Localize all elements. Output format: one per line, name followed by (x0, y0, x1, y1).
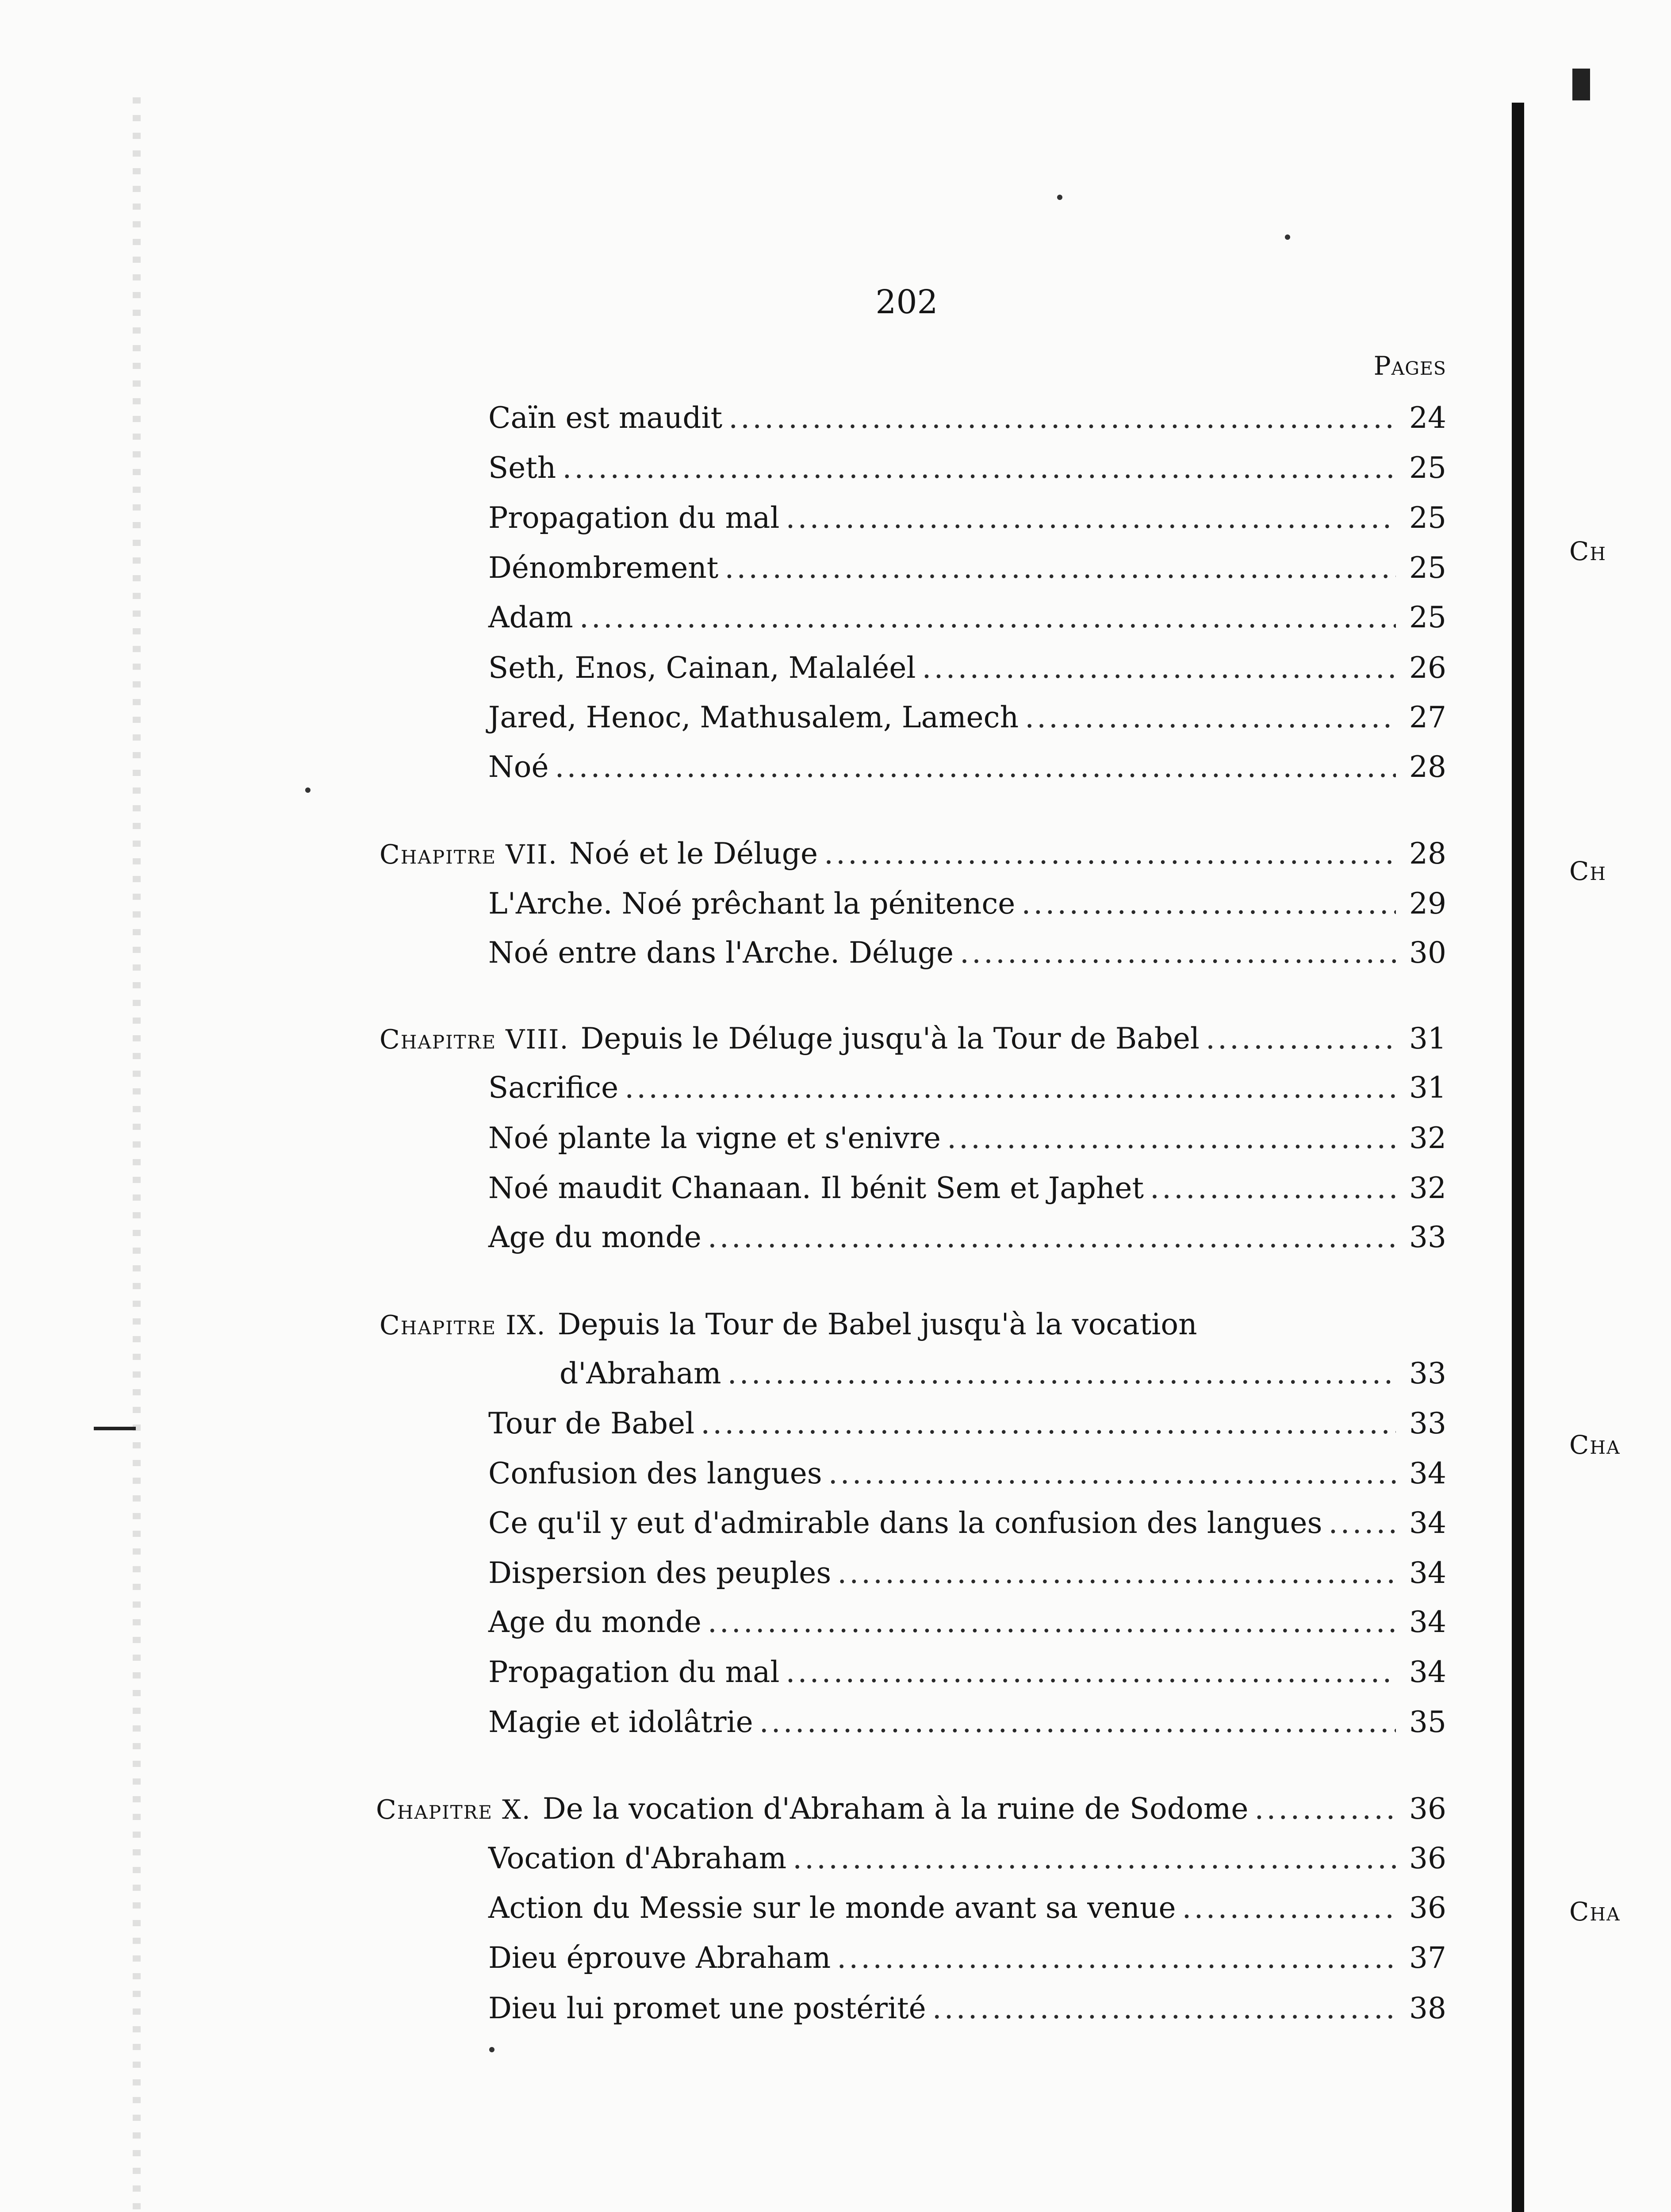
toc-entry (488, 1986, 1446, 2031)
leader-dots (759, 1700, 1396, 1744)
facing-page-fragment: Cha (1569, 1897, 1621, 1927)
entry-page: 34 (1409, 1506, 1446, 1540)
toc-entry (488, 1166, 1446, 1210)
entry-title: L'Arche. Noé prêchant la pénitence (488, 887, 1016, 921)
entry-page: 34 (1409, 1605, 1446, 1639)
leader-dots (555, 745, 1396, 789)
toc-entry (488, 1215, 1446, 1260)
toc-entry (488, 1600, 1446, 1644)
chapter-heading (379, 1017, 1446, 1061)
chapter-label: Chapitre VII. (379, 839, 558, 870)
leader-dots (728, 1352, 1396, 1396)
right-binding-rule (1512, 103, 1524, 2212)
entry-page: 31 (1409, 1022, 1446, 1056)
toc-entry (488, 1886, 1446, 1930)
toc-entry (488, 745, 1446, 789)
entry-page: 29 (1409, 887, 1446, 921)
entry-title: d'Abraham (560, 1356, 721, 1390)
leader-dots (793, 1836, 1396, 1881)
left-page-edge (133, 97, 141, 2212)
entry-title: Caïn est maudit (488, 401, 723, 435)
entry-title: Dispersion des peuples (488, 1556, 832, 1590)
toc-entry (488, 1650, 1446, 1694)
entry-page: 37 (1409, 1941, 1446, 1975)
chapter-title: Chapitre VII. Noé et le Déluge (379, 837, 818, 871)
leader-dots (1254, 1787, 1396, 1831)
chapter-title-line: Chapitre IX. Depuis la Tour de Babel jusqu'à la vocation (379, 1307, 1197, 1341)
scan-speck (305, 787, 310, 793)
leader-dots (724, 546, 1396, 590)
entry-title: Seth (488, 451, 556, 485)
entry-title: Jared, Henoc, Mathusalem, Lamech (488, 700, 1019, 734)
entry-title: Dieu lui promet une postérité (488, 1991, 926, 2025)
toc-entry (488, 931, 1446, 975)
toc-entry (488, 1551, 1446, 1595)
entry-page: 36 (1409, 1792, 1446, 1826)
entry-page: 35 (1409, 1705, 1446, 1739)
leader-dots (824, 832, 1396, 876)
entry-page: 33 (1409, 1406, 1446, 1440)
entry-title: Propagation du mal (488, 501, 780, 535)
toc-entry (488, 882, 1446, 926)
entry-page: 30 (1409, 936, 1446, 970)
leader-dots (922, 646, 1396, 690)
leader-dots (625, 1066, 1396, 1110)
chapter-title: Chapitre X. De la vocation d'Abraham à la ruine de Sodome (376, 1792, 1249, 1826)
leader-dots (837, 1936, 1396, 1980)
entry-page: 33 (1409, 1220, 1446, 1254)
leader-dots (932, 1986, 1396, 2031)
pages-column-header: Pages (1373, 351, 1446, 381)
entry-page: 25 (1409, 501, 1446, 535)
toc-entry (488, 396, 1446, 440)
entry-page: 28 (1409, 750, 1446, 784)
chapter-title: Chapitre VIII. Depuis le Déluge jusqu'à la Tour de Babel (379, 1022, 1200, 1056)
toc-entry (488, 1402, 1446, 1446)
toc-entry (488, 1700, 1446, 1744)
chapter-heading (379, 1302, 1375, 1348)
toc-entry (560, 1352, 1446, 1396)
entry-title: Noé (488, 750, 549, 784)
entry-page: 32 (1409, 1121, 1446, 1155)
toc-entry (488, 1936, 1446, 1980)
entry-page: 25 (1409, 551, 1446, 585)
entry-page: 25 (1409, 451, 1446, 485)
toc-entry (488, 1836, 1446, 1881)
leader-dots (786, 1650, 1396, 1694)
toc-entry (488, 646, 1446, 690)
entry-page: 24 (1409, 401, 1446, 435)
toc-entry (488, 1501, 1446, 1545)
entry-title: Age du monde (488, 1220, 701, 1254)
scan-speck (489, 2047, 494, 2052)
leader-dots (947, 1116, 1396, 1160)
entry-page: 26 (1409, 651, 1446, 685)
toc-entry (488, 546, 1446, 590)
entry-page: 34 (1409, 1556, 1446, 1590)
leader-dots (828, 1452, 1396, 1496)
leader-dots (786, 496, 1396, 540)
entry-title: Dieu éprouve Abraham (488, 1941, 831, 1975)
toc-entry (488, 496, 1446, 540)
scan-speck (1285, 234, 1290, 240)
toc-entry (488, 1116, 1446, 1160)
entry-title: Seth, Enos, Cainan, Malaléel (488, 651, 916, 685)
leader-dots (579, 595, 1396, 640)
leader-dots (1021, 882, 1396, 926)
entry-title: Age du monde (488, 1605, 701, 1639)
leader-dots (1150, 1166, 1396, 1210)
entry-page: 27 (1409, 700, 1446, 734)
leader-dots (837, 1551, 1396, 1595)
entry-title: Dénombrement (488, 551, 719, 585)
page-number: 202 (875, 283, 938, 321)
entry-title: Adam (488, 600, 573, 634)
entry-title: Action du Messie sur le monde avant sa venue (488, 1891, 1176, 1925)
entry-page: 32 (1409, 1171, 1446, 1205)
chapter-label: Chapitre X. (376, 1794, 531, 1825)
leader-dots (708, 1215, 1396, 1260)
entry-page: 25 (1409, 600, 1446, 634)
entry-title: Tour de Babel (488, 1406, 695, 1440)
leader-dots (1025, 695, 1396, 740)
chapter-heading (379, 832, 1446, 876)
leader-dots (1206, 1017, 1396, 1061)
entry-title: Noé plante la vigne et s'enivre (488, 1121, 941, 1155)
toc-entry (488, 1066, 1446, 1110)
chapter-label: Chapitre IX. (379, 1310, 546, 1341)
facing-page-fragment: Ch (1569, 536, 1607, 566)
entry-title: Confusion des langues (488, 1456, 822, 1490)
entry-page: 36 (1409, 1841, 1446, 1875)
corner-mark (1572, 69, 1590, 100)
facing-page-fragment: Cha (1569, 1430, 1621, 1460)
entry-page: 38 (1409, 1991, 1446, 2025)
entry-page: 31 (1409, 1071, 1446, 1105)
scan-speck (1057, 195, 1062, 200)
entry-title: Noé maudit Chanaan. Il bénit Sem et Japhet (488, 1171, 1144, 1205)
entry-title: Propagation du mal (488, 1655, 780, 1689)
toc-entry (488, 446, 1446, 490)
entry-page: 36 (1409, 1891, 1446, 1925)
entry-title: Ce qu'il y eut d'admirable dans la confusion des langues (488, 1506, 1322, 1540)
leader-dots (701, 1402, 1396, 1446)
entry-page: 33 (1409, 1356, 1446, 1390)
leader-dots (1182, 1886, 1396, 1930)
leader-dots (728, 396, 1396, 440)
entry-title: Vocation d'Abraham (488, 1841, 787, 1875)
entry-title: Magie et idolâtrie (488, 1705, 753, 1739)
chapter-heading (376, 1787, 1446, 1831)
leader-dots (960, 931, 1396, 975)
left-margin-tick (94, 1427, 136, 1430)
leader-dots (562, 446, 1396, 490)
toc-entry (488, 595, 1446, 640)
entry-page: 28 (1409, 837, 1446, 871)
entry-title: Sacrifice (488, 1071, 619, 1105)
toc-entry (488, 695, 1446, 740)
entry-title: Noé entre dans l'Arche. Déluge (488, 936, 954, 970)
entry-page: 34 (1409, 1456, 1446, 1490)
chapter-label: Chapitre VIII. (379, 1024, 569, 1055)
entry-page: 34 (1409, 1655, 1446, 1689)
leader-dots (1328, 1501, 1396, 1545)
toc-entry (488, 1452, 1446, 1496)
facing-page-fragment: Ch (1569, 856, 1607, 886)
leader-dots (708, 1600, 1396, 1644)
